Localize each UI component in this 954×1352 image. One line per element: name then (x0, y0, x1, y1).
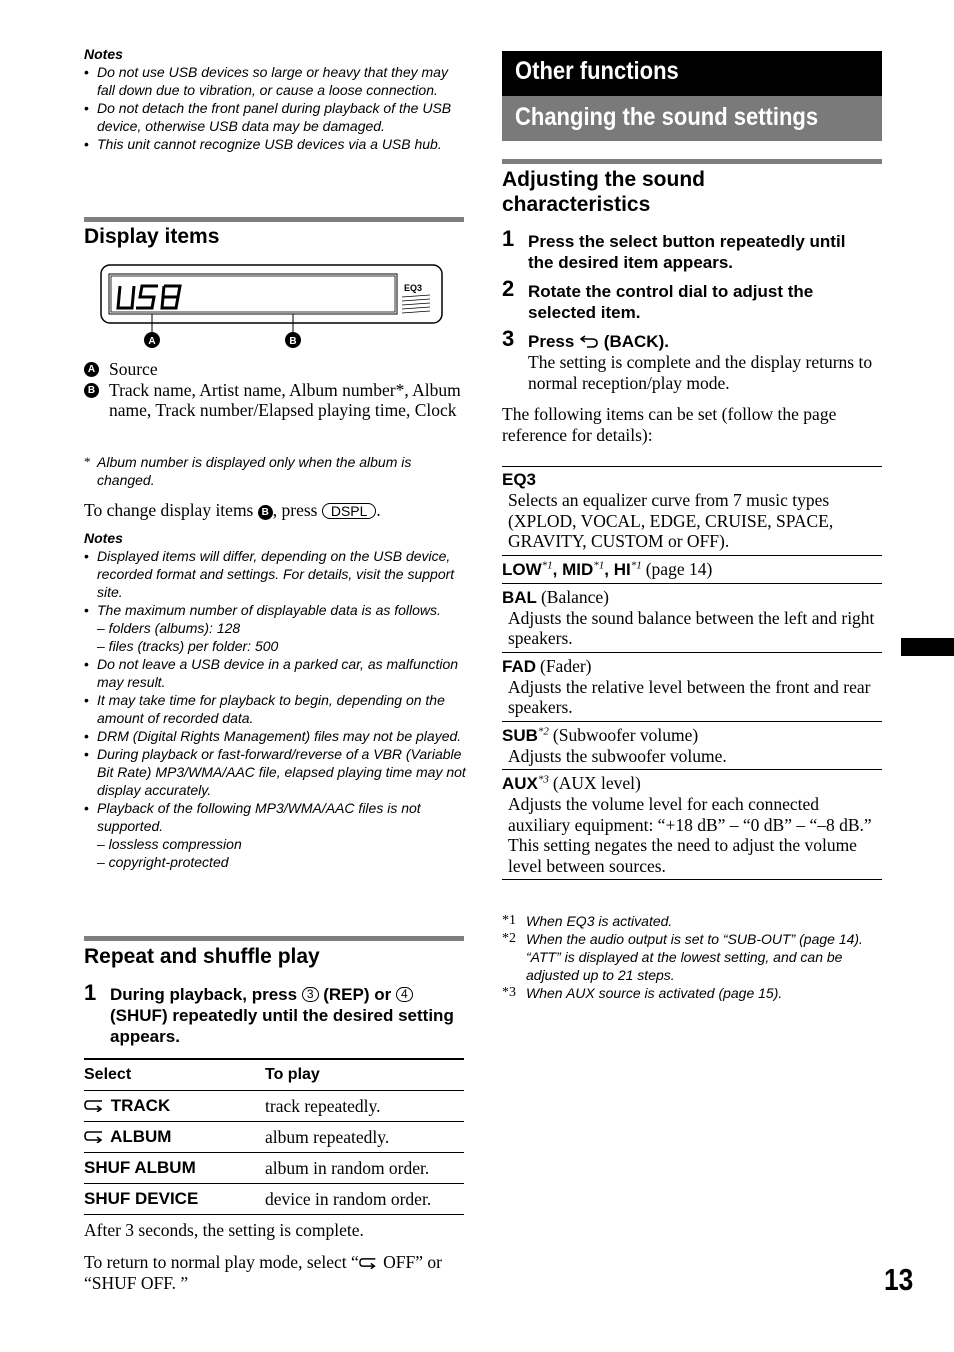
table-row: TRACK track repeatedly. (84, 1091, 464, 1122)
repeat-step-text: During playback, press 3 (REP) or 4 (SHUF) repeatedly until the desired setting appears. (110, 985, 454, 1046)
col-select: Select (84, 1059, 265, 1091)
notes-heading: Notes (84, 530, 123, 546)
note-item: • It may take time for playback to begin, depending on the amount of recorded data. (84, 691, 466, 727)
svg-text:B: B (289, 336, 297, 347)
settings-footnotes (502, 912, 884, 1002)
display-illustration (100, 264, 445, 354)
step-text: Press the select button repeatedly until the desired item appears. (528, 232, 846, 272)
eq-badge: EQ3 (404, 283, 423, 293)
back-icon (579, 334, 599, 348)
display-footnote: * Album number is displayed only when the album is changed. (84, 454, 412, 488)
display-items-heading: Display items (84, 225, 220, 248)
setting-eq3: EQ3 Selects an equalizer curve from 7 music types (XPLOD, VOCAL, EDGE, CRUISE, SPACE, GRAVITY, CUSTOM or OFF). (502, 466, 882, 555)
note-item: • Do not leave a USB device in a parked car, as malfunction may result. (84, 655, 466, 691)
note-item: • Playback of the following MP3/WMA/AAC files is not supported. – lossless compression – copyright-protected (84, 799, 466, 871)
table-row: SHUF DEVICE device in random order. (84, 1184, 464, 1215)
note-item: • During playback or fast-forward/reverse of a VBR (Variable Bit Rate) MP3/WMA/AAC file, elapsed playing time may not display accurately. (84, 745, 466, 799)
repeat-icon (359, 1256, 379, 1269)
footnote: *1 When EQ3 is activated. (502, 913, 673, 929)
setting-aux: AUX$^{*3}$ (AUX level) Adjusts the volume level for each connected auxiliary equipment: “+18 dB” – “0 dB” – “–8 dB.” This setting negates the need to adjust the volume level between sources. (502, 769, 882, 879)
setting-sub: SUB$^{*2}$ (Subwoofer volume) Adjusts the subwoofer volume. (502, 721, 882, 770)
key-3: 3 (302, 987, 319, 1002)
adjusting-heading: Adjusting the sound characteristics (502, 168, 705, 216)
svg-text:A: A (148, 336, 156, 347)
display-legend (84, 359, 464, 421)
section-divider (84, 217, 464, 222)
setting-complete-text: After 3 seconds, the setting is complete. (84, 1220, 364, 1240)
step-number: 2 (502, 276, 515, 301)
section-tab (901, 638, 954, 656)
section-divider (84, 936, 464, 941)
setting-fad: FAD (Fader) Adjusts the relative level between the front and rear speakers. (502, 652, 882, 721)
footnote: *3 When AUX source is activated (page 15). (502, 985, 783, 1001)
key-4: 4 (396, 987, 413, 1002)
section-title: Changing the sound settings (515, 103, 819, 131)
note-item: • Displayed items will differ, depending on the USB device, recorded format and settings. For details, visit the support site. (84, 547, 466, 601)
step-number: 3 (502, 326, 515, 351)
note-item: • This unit cannot recognize USB devices via a USB hub. (84, 135, 466, 153)
chapter-title: Other functions (515, 57, 679, 85)
change-display-instruction: To change display items B , press DSPL . (84, 500, 381, 520)
dspl-key: DSPL (322, 503, 377, 519)
other-functions-bar (502, 51, 882, 96)
table-row: SHUF ALBUM album in random order. (84, 1153, 464, 1184)
repeat-shuffle-heading: Repeat and shuffle play (84, 945, 320, 968)
repeat-icon (84, 1129, 106, 1143)
page-number: 13 (884, 1262, 914, 1297)
setting-bal: BAL (Balance) Adjusts the sound balance between the left and right speakers. (502, 583, 882, 652)
repeat-icon (84, 1098, 106, 1112)
legend-b: Track name, Artist name, Album number*, Album name, Track number/Elapsed playing time, Clock (109, 379, 461, 420)
table-row: ALBUM album repeatedly. (84, 1122, 464, 1153)
note-item: • The maximum number of displayable data is as follows. – folders (albums): 128 – files (tracks) per folder: 500 (84, 601, 466, 655)
settings-intro: The following items can be set (follow the page reference for details): (502, 404, 837, 445)
col-to-play: To play (265, 1059, 464, 1091)
step-number: 1 (502, 226, 515, 251)
note-item: • Do not detach the front panel during playback of the USB device, otherwise USB data may be damaged. (84, 99, 466, 135)
callout-b-icon: B (84, 383, 99, 398)
changing-sound-bar (502, 96, 882, 141)
notes-heading: Notes (84, 46, 123, 62)
note-item: • Do not use USB devices so large or heavy that they may fall down due to vibration, or cause a loose connection. (84, 63, 466, 99)
section-divider (502, 159, 882, 164)
step-description: The setting is complete and the display returns to normal reception/play mode. (528, 352, 873, 393)
note-item: • DRM (Digital Rights Management) files may not be played. (84, 727, 466, 745)
usb-notes (84, 46, 466, 153)
setting-low-mid-hi: LOW$^{*1}$, MID$^{*1}$, HI$^{*1}$ (page 14) (502, 555, 882, 583)
callout-b-icon: B (258, 505, 273, 520)
callout-a-icon: A (84, 362, 99, 377)
sound-settings-list (502, 466, 882, 880)
return-normal-text: To return to normal play mode, select “ OFF” or “SHUF OFF. ” (84, 1252, 442, 1293)
repeat-shuffle-table (84, 1058, 464, 1215)
legend-a: Source (109, 359, 158, 379)
step-text: Press (BACK). (528, 332, 669, 351)
footnote: *2 When the audio output is set to “SUB-OUT” (page 14). “ATT” is displayed at the lowest setting, and can be adjusted up to 21 steps. (502, 931, 863, 983)
step-text: Rotate the control dial to adjust the selected item. (528, 282, 814, 322)
step-number: 1 (84, 980, 97, 1005)
display-notes (84, 530, 466, 871)
